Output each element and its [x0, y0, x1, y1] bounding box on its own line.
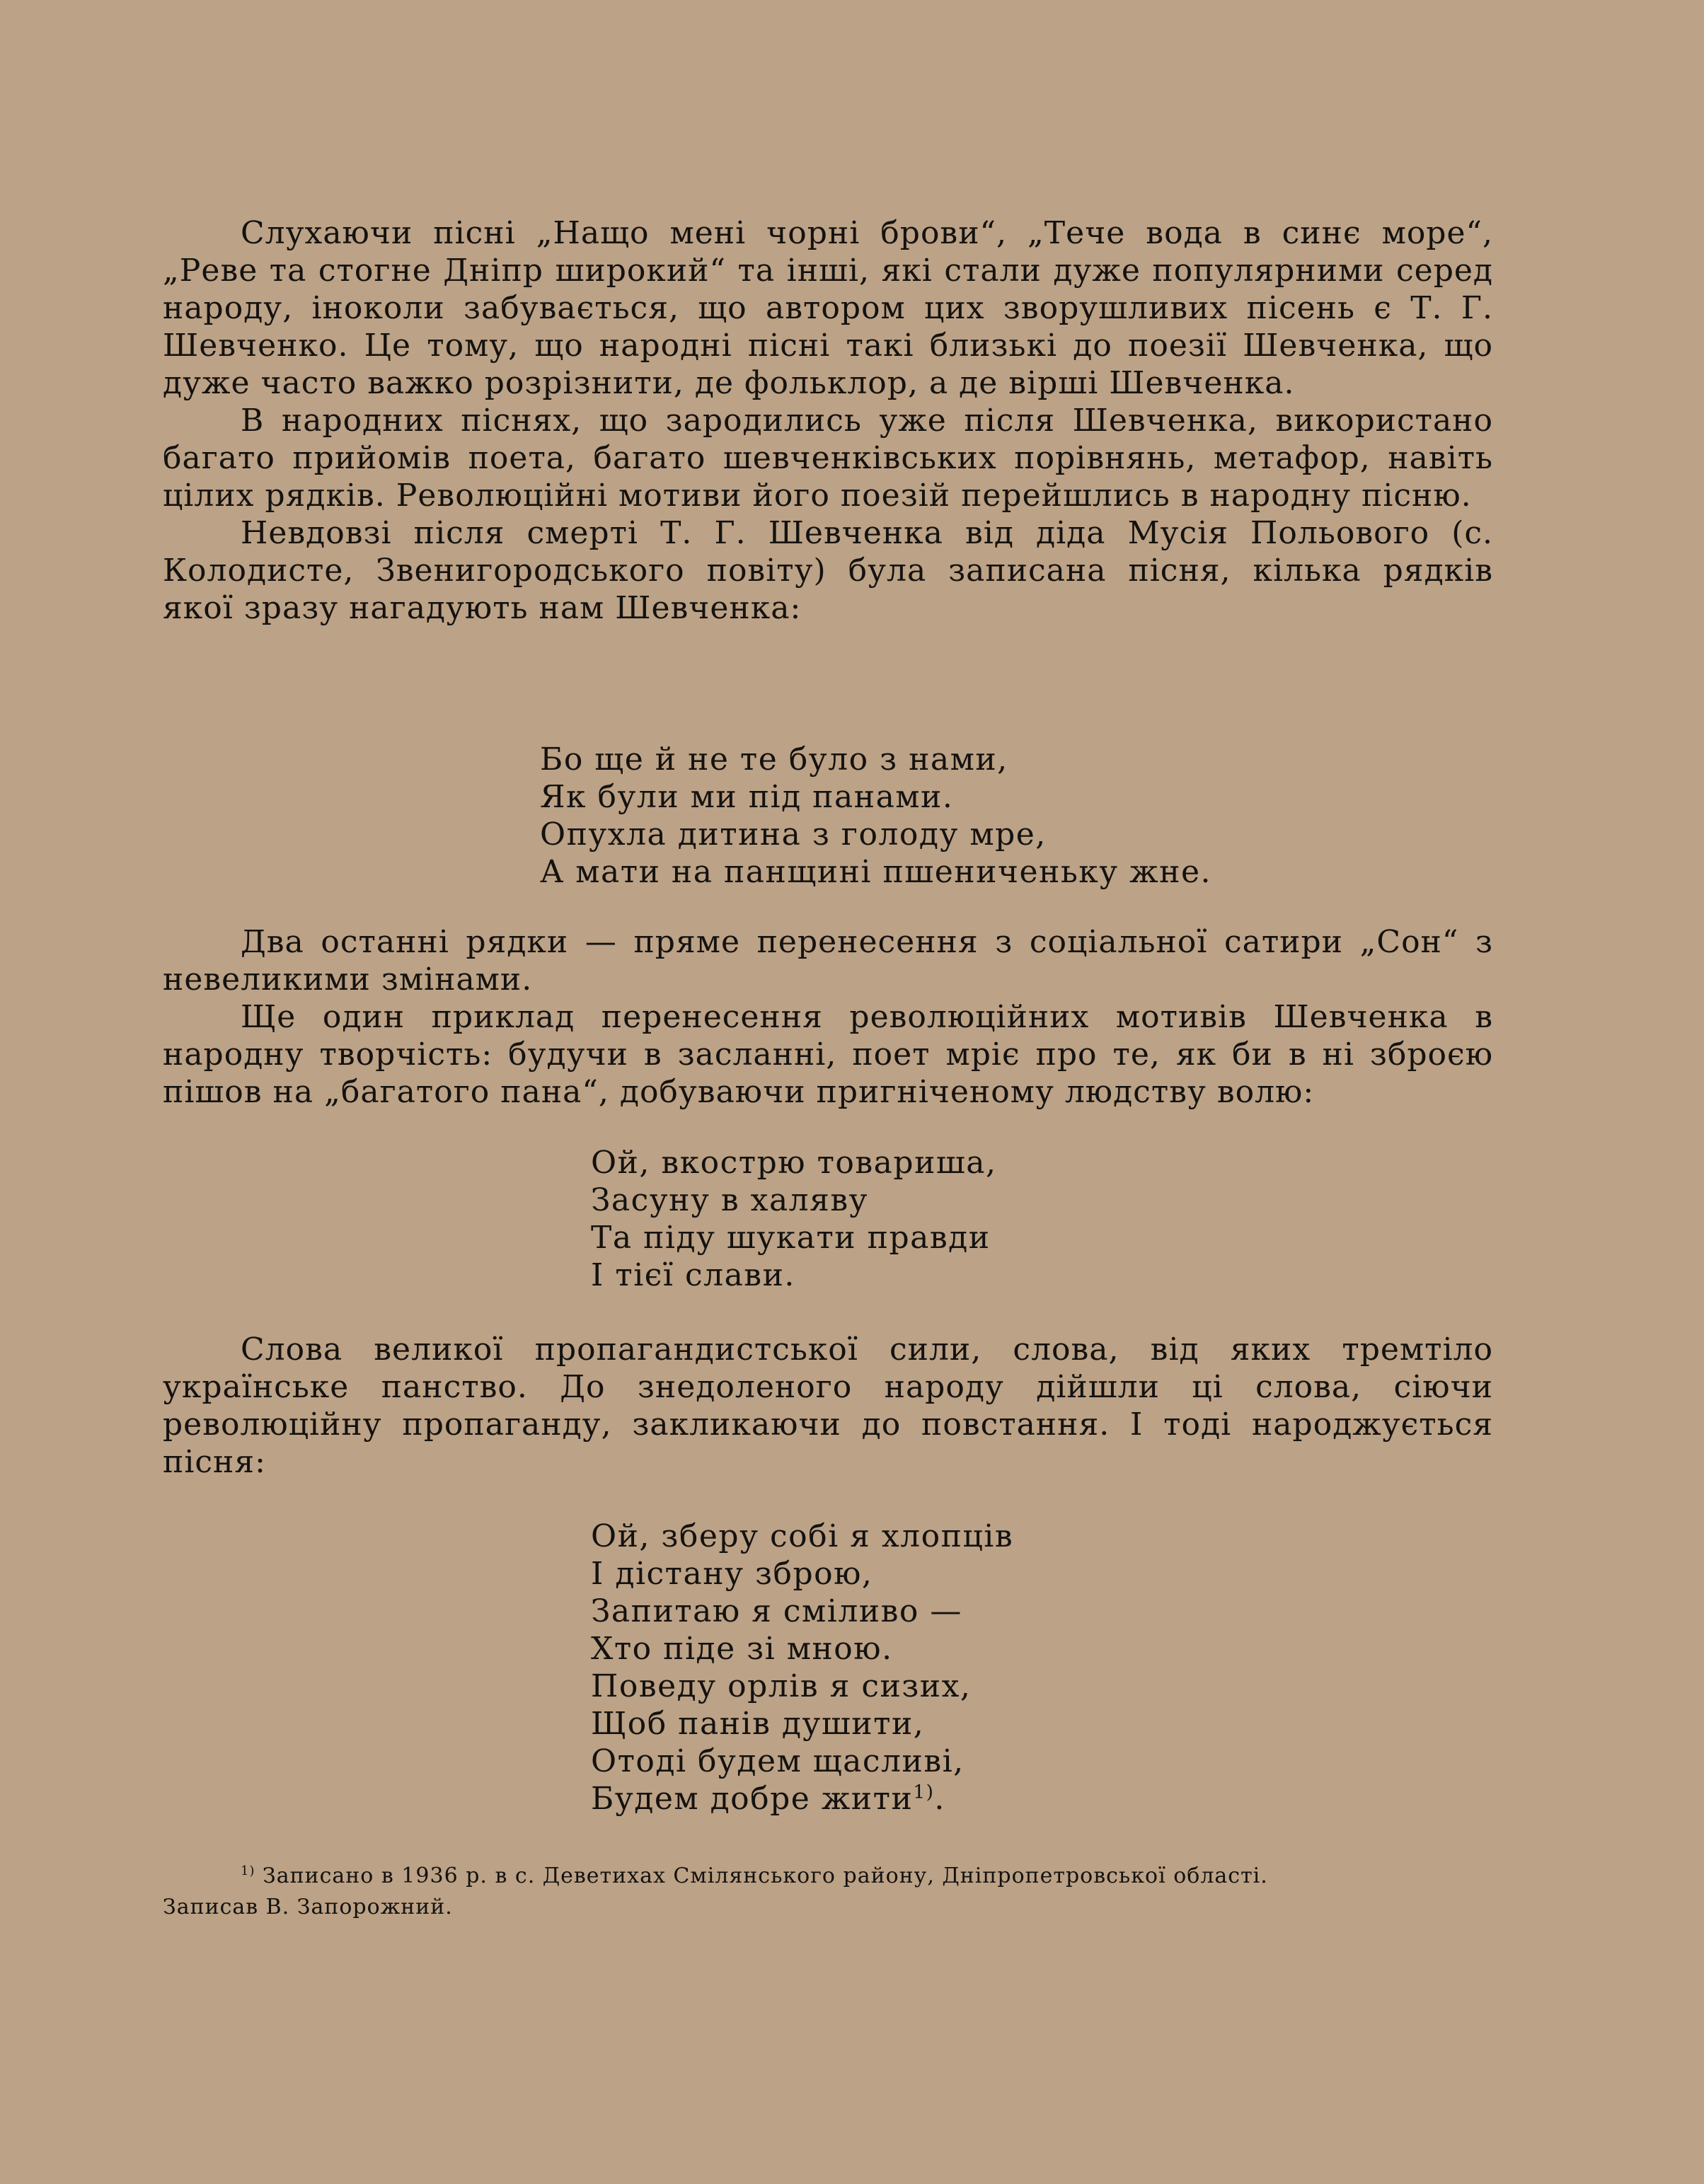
- paragraph: Слухаючи пісні „Нащо мені чорні брови“, „Тече вода в синє море“, „Реве та стогне Дніпр широкий“ та інші, які стали дуже популярними серед народу, іноколи забувається, що автором цих зворушливих пісень є Т. Г. Шевченко. Це тому, що народні пісні такі близькі до поезії Шевченка, що дуже часто важко розрізнити, де фольклор, а де вірші Шевченка.: [163, 215, 1493, 401]
- middle-paragraphs: [163, 923, 1493, 1111]
- verse-line: Щоб панів душити,: [591, 1706, 925, 1742]
- paragraph: Ще один приклад перенесення революційних мотивів Шевченка в народну творчість: будучи в засланні, поет мріє про те, як би в ні зброєю пішов на „багатого пана“, добуваючи пригніченому людству волю:: [163, 999, 1493, 1110]
- footnote-reference: 1): [913, 1781, 935, 1803]
- verse-line: Бо ще й не те було з нами,: [540, 741, 1008, 778]
- verse-line: Поведу орлів я сизих,: [591, 1668, 972, 1704]
- footnote-line: Записав В. Запорожний.: [163, 1895, 453, 1919]
- paragraph: Слова великої пропагандистської сили, слова, від яких тремтіло українське панство. До знедоленого народу дійшли ці слова, сіючи революційну пропаганду, закликаючи до повстання. І тоді народжується пісня:: [163, 1331, 1493, 1480]
- closing-paragraph: [163, 1331, 1493, 1481]
- verse-line: Отоді будем щасливі,: [591, 1743, 965, 1779]
- paragraph: Невдовзі після смерті Т. Г. Шевченка від діда Мусія Польового (с. Колодисте, Звенигородського повіту) була записана пісня, кілька рядків якої зразу нагадують нам Шевченка:: [163, 515, 1493, 626]
- footnote-line: [163, 1861, 1493, 1892]
- verse-line: Опухла дитина з голоду мре,: [540, 816, 1047, 853]
- verse-line: Ой, зберу собі я хлопців: [591, 1518, 1014, 1554]
- verse-line: Ой, вкострю товариша,: [591, 1145, 997, 1181]
- paragraph: Два останні рядки — пряме перенесення з соціальної сатири „Сон“ з невеликими змінами.: [163, 924, 1493, 998]
- verse-line: Запитаю я сміливо —: [591, 1593, 962, 1629]
- verse-quote-1: [540, 741, 1211, 891]
- verse-line-text: Будем добре жити: [591, 1781, 914, 1817]
- verse-quote-2: [591, 1144, 997, 1294]
- verse-line: І тієї слави.: [591, 1257, 795, 1293]
- verse-line: Будем добре жити$^{1)}$.: [591, 1781, 945, 1817]
- verse-line: Та піду шукати правди: [591, 1220, 991, 1256]
- footnote-mark: 1): [241, 1864, 255, 1878]
- verse-line: Як були ми під панами.: [540, 779, 954, 815]
- footnote-text: Записано в 1936 р. в с. Деветихах Смілянського району, Дніпропетровської області.: [263, 1864, 1268, 1888]
- verse-line: Хто піде зі мною.: [591, 1631, 893, 1667]
- verse-line: А мати на панщині пшениченьку жне.: [540, 854, 1212, 890]
- footnote: [163, 1861, 1493, 1923]
- intro-paragraphs: [163, 214, 1493, 627]
- verse-quote-3: [591, 1518, 1013, 1818]
- verse-line: Засуну в халяву: [591, 1182, 869, 1218]
- verse-line: І дістану зброю,: [591, 1556, 873, 1592]
- paragraph: В народних піснях, що зародились уже після Шевченка, використано багато прийомів поета, багато шевченківських порівнянь, метафор, навіть цілих рядків. Революційні мотиви його поезій перейшлись в народну пісню.: [163, 403, 1493, 514]
